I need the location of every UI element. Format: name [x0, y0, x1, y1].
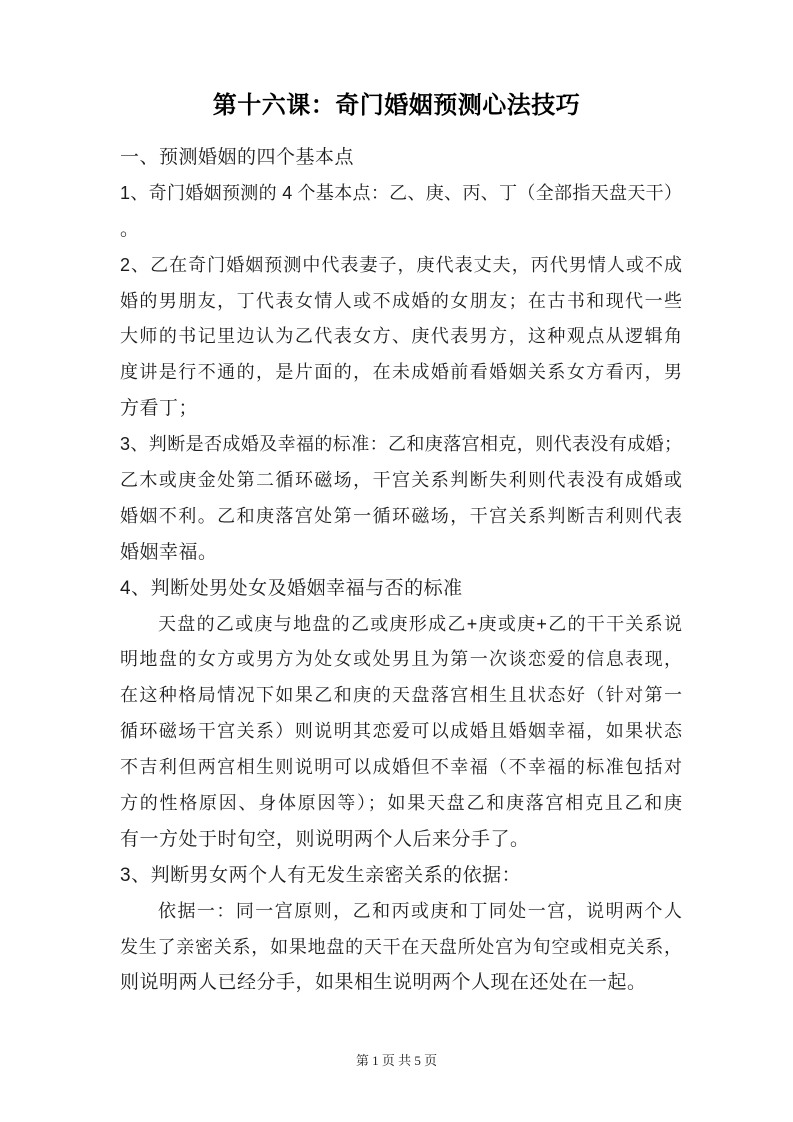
page-number-footer: 第 1 页 共 5 页: [355, 1053, 438, 1068]
text-line: 天盘的乙或庚与地盘的乙或庚形成乙+庚或庚+乙的干干关系说: [158, 613, 682, 634]
page-title: 第十六课：奇门婚姻预测心法技巧: [212, 92, 581, 119]
text-line: 一、预测婚姻的四个基本点: [120, 147, 355, 168]
text-line: 4、判断处男处女及婚姻幸福与否的标准: [120, 577, 463, 599]
text-line: 在这种格局情况下如果乙和庚的天盘落宫相生且状态好（针对第一: [120, 685, 682, 706]
text-line: 1、奇门婚姻预测的 4 个基本点：乙、庚、丙、丁（全部指天盘天干）: [120, 182, 682, 203]
text-line: 大师的书记里边认为乙代表女方、庚代表男方，这种观点从逻辑角: [120, 326, 682, 347]
text-line: 依据一：同一宫原则，乙和丙或庚和丁同处一宫，说明两个人: [158, 900, 682, 921]
text-line: 循环磁场干宫关系）则说明其恋爱可以成婚且婚姻幸福，如果状态: [120, 721, 682, 742]
text-line: 则说明两人已经分手，如果相生说明两个人现在还处在一起。: [120, 972, 647, 994]
text-line: 婚的男朋友，丁代表女情人或不成婚的女朋友；在古书和现代一些: [120, 290, 682, 311]
text-line: 方看丁；: [120, 398, 199, 420]
text-line: 。: [120, 218, 140, 240]
text-line: 2、乙在奇门婚姻预测中代表妻子，庚代表丈夫，丙代男情人或不成: [120, 254, 682, 275]
document-body: [120, 140, 682, 1001]
text-line: 乙木或庚金处第二循环磁场，干宫关系判断失利则代表没有成婚或: [120, 470, 682, 491]
text-line: 有一方处于时旬空，则说明两个人后来分手了。: [120, 828, 530, 850]
text-line: 3、判断是否成婚及幸福的标准：乙和庚落宫相克，则代表没有成婚；: [120, 434, 682, 455]
text-line: 发生了亲密关系，如果地盘的天干在天盘所处宫为旬空或相克关系，: [120, 936, 682, 957]
text-line: 明地盘的女方或男方为处女或处男且为第一次谈恋爱的信息表现，: [120, 649, 682, 670]
text-line: 3、判断男女两个人有无发生亲密关系的依据：: [120, 864, 522, 886]
text-line: 婚姻不利。乙和庚落宫处第一循环磁场，干宫关系判断吉利则代表: [120, 505, 682, 526]
text-line: 婚姻幸福。: [120, 541, 218, 563]
text-line: 不吉利但两宫相生则说明可以成婚但不幸福（不幸福的标准包括对: [120, 757, 682, 778]
text-line: 度讲是行不通的，是片面的，在未成婚前看婚姻关系女方看丙，男: [120, 362, 682, 383]
text-line: 方的性格原因、身体原因等）；如果天盘乙和庚落宫相克且乙和庚: [120, 793, 682, 814]
